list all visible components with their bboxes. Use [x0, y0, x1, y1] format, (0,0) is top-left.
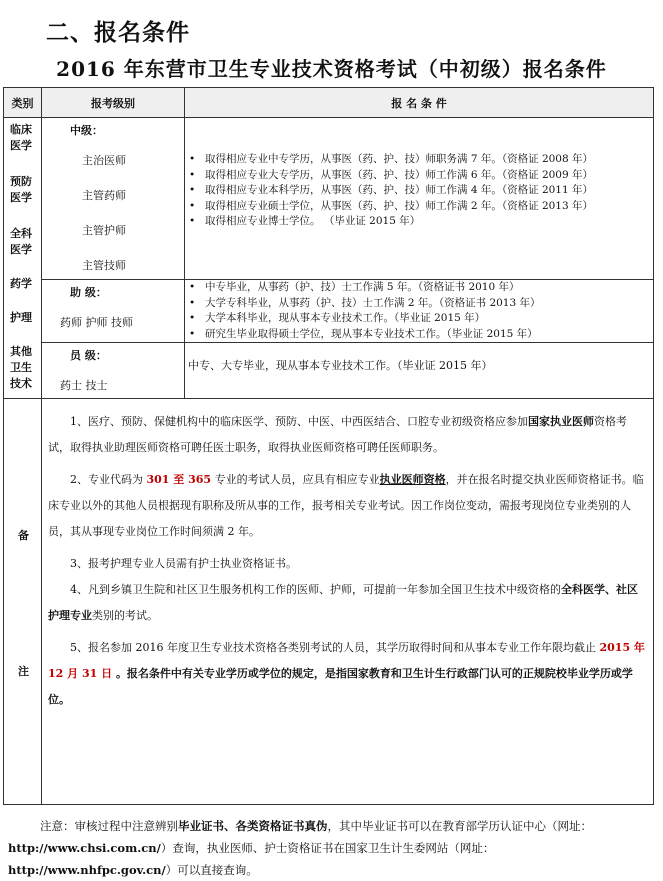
- list-item: • 取得相应专业博士学位。 （毕业证 2015 年）: [187, 214, 653, 230]
- notes-label-top: 备: [18, 529, 29, 542]
- footer-text: ）查询，执业医师、护士资格证书在国家卫生计生委网站（网址：: [160, 841, 495, 855]
- chsi-link[interactable]: http://www.chsi.com.cn/: [8, 841, 161, 855]
- footer-note: [8, 815, 656, 881]
- notes-label-cell: [4, 399, 42, 805]
- level-assistant: [42, 280, 185, 343]
- category-item: 其他卫生技术: [10, 345, 32, 390]
- level-junior: [42, 343, 185, 399]
- note-text: 1、医疗、预防、保健机构中的临床医学、预防、中医、中西医结合、口腔专业初级资格应参加: [70, 415, 528, 428]
- list-item: • 中专毕业，从事药（护、技）士工作满 5 年。（资格证书 2010 年）: [187, 280, 653, 296]
- requirements-junior: [185, 343, 654, 399]
- category-item: 药学: [10, 277, 32, 290]
- note-emphasis: 。报名条件中有关专业学历或学位的规定，是指国家教育和卫生计生行政部门认可的正规院校毕业学历或学位。: [48, 667, 633, 706]
- level-label: 助 级：: [70, 286, 107, 299]
- footer-emphasis: 毕业证书、各类资格证书真伪: [178, 819, 328, 833]
- requirement-text: 中专、大专毕业，现从事本专业技术工作。（毕业证 2015 年）: [188, 358, 493, 372]
- note-text: ，并在报名时提交执业医师资格证书。临床专业以外的其他人员根据现有职称及所从事的工作，报考相关专业考试。因工作岗位变动，需报考现岗位专业类别的人员，其从事现专业岗位工作时间须满 2 年。: [48, 473, 644, 538]
- note-emphasis: 执业医师资格: [379, 473, 446, 486]
- table-row-notes: [4, 399, 654, 805]
- note-text: 资格考试，取得执业助理医师资格可聘任医士职务，取得执业医师资格可聘任医师职务。: [48, 415, 627, 454]
- table-row-junior: [4, 343, 654, 399]
- list-item: • 取得相应专业本科学历，从事医（药、护、技）师工作满 4 年。（资格证 2011 年）: [187, 183, 653, 199]
- table-header-row: [4, 88, 654, 118]
- footer-text: ，其中毕业证书可以在教育部学历认证中心（网址：: [327, 819, 592, 833]
- list-item: • 取得相应专业硕士学位，从事医（药、护、技）师工作满 2 年。（资格证 2013 年）: [187, 199, 653, 215]
- note-emphasis: 全科医学、社区护理专业: [48, 583, 638, 622]
- note-code-range: 301 至 365: [146, 473, 212, 486]
- requirements-table: [3, 87, 654, 805]
- level-title: 药士 技士: [60, 379, 108, 392]
- level-label: 员 级：: [70, 349, 107, 362]
- note-deadline: 2015 年 12 月 31 日: [48, 641, 645, 680]
- category-item: 全科医学: [10, 227, 32, 256]
- level-intermediate: [42, 118, 185, 280]
- note-text: 5、报名参加 2016 年度卫生专业技术资格各类别考试的人员，其学历取得时间和从事本专业工作年限均截止: [70, 641, 600, 654]
- list-item: • 大学本科毕业，现从事本专业技术工作。（毕业证 2015 年）: [187, 311, 653, 327]
- header-level: 报考级别: [42, 88, 185, 118]
- notes-content: [42, 399, 654, 805]
- level-title: 药师 护师 技师: [60, 316, 133, 329]
- category-item: 护理: [10, 311, 32, 324]
- level-title: 主管技师: [82, 259, 126, 272]
- table-row-intermediate: [4, 118, 654, 280]
- level-title: 主管护师: [82, 224, 126, 237]
- note-emphasis: 国家执业医师: [528, 415, 594, 428]
- header-category: 类别: [4, 88, 42, 118]
- table-row-assistant: [4, 280, 654, 343]
- level-label: 中级：: [70, 124, 103, 137]
- note-text: 3、报考护理专业人员需有护士执业资格证书。: [70, 557, 297, 570]
- note-text: 专业的考试人员，应具有相应专业: [211, 473, 380, 486]
- category-item: 临床医学: [10, 123, 32, 152]
- note-1: [48, 409, 647, 461]
- document-title: 2016 年东营市卫生专业技术资格考试（中初级）报名条件: [56, 57, 607, 81]
- category-item: 预防医学: [10, 175, 32, 204]
- list-item: • 研究生毕业取得硕士学位，现从事本专业技术工作。（毕业证 2015 年）: [187, 327, 653, 343]
- list-item: • 取得相应专业大专学历，从事医（药、护、技）师工作满 6 年。（资格证 2009 年）: [187, 168, 653, 184]
- section-heading: 二、报名条件: [46, 20, 190, 46]
- level-title: 主管药师: [82, 189, 126, 202]
- level-title: 主治医师: [82, 154, 126, 167]
- note-4: [48, 577, 647, 629]
- note-text: 4、凡到乡镇卫生院和社区卫生服务机构工作的医师、护师，可提前一年参加全国卫生技术中级资格的: [70, 583, 561, 596]
- list-item: • 大学专科毕业，从事药（护、技）士工作满 2 年。（资格证书 2013 年）: [187, 296, 653, 312]
- footer-text: ）可以直接查询。: [165, 863, 258, 877]
- requirements-assistant: [185, 280, 654, 343]
- nhfpc-link[interactable]: http://www.nhfpc.gov.cn/: [8, 863, 166, 877]
- note-text: 类别的考试。: [92, 609, 158, 622]
- note-3: [48, 551, 647, 577]
- list-item: • 取得相应专业中专学历，从事医（药、护、技）师职务满 7 年。（资格证 2008 年）: [187, 152, 653, 168]
- header-requirements: 报 名 条 件: [185, 88, 654, 118]
- notes-label-bottom: 注: [18, 665, 29, 678]
- footer-text: 注意：审核过程中注意辨别: [40, 819, 178, 833]
- note-text: 2、专业代码为: [70, 473, 147, 486]
- requirements-intermediate: [185, 118, 654, 280]
- category-cell: [4, 118, 42, 399]
- note-2: [48, 467, 647, 545]
- note-5: [48, 635, 647, 713]
